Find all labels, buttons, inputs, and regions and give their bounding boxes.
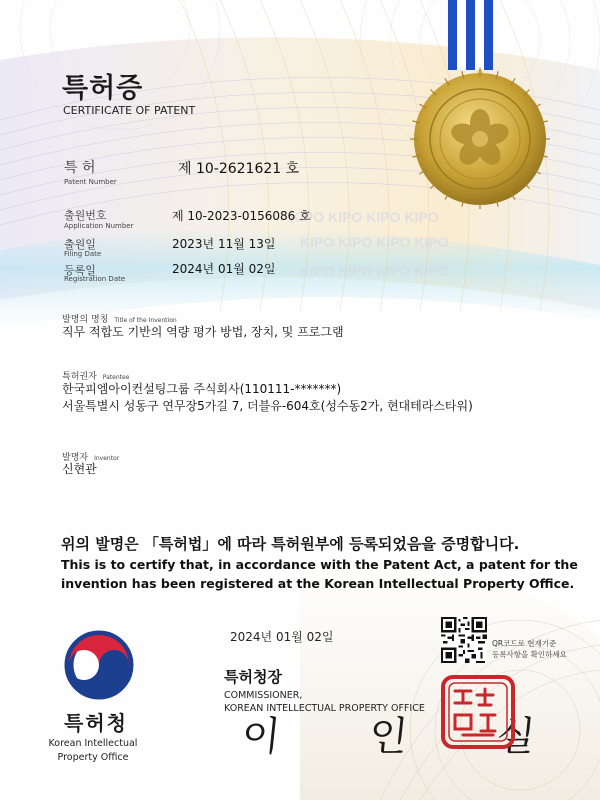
- qr-instruction: [492, 638, 567, 660]
- commissioner-title-en-line2: KOREAN INTELLECTUAL PROPERTY OFFICE: [224, 703, 425, 714]
- blue-ribbon-stripe: [448, 0, 457, 70]
- filing-date-label-en: Filing Date: [64, 250, 102, 258]
- inventor-label-en: Inventor: [94, 455, 120, 462]
- patentee-label: 특허권자: [62, 372, 97, 382]
- patent-number-label: 특 허: [64, 160, 96, 176]
- blue-ribbon-stripe: [466, 0, 475, 70]
- certification-text-ko: 위의 발명은 「특허법」에 따라 특허원부에 등록되었음을 증명합니다.: [61, 535, 520, 553]
- qr-instruction-line1: QR코드로 현재기준: [492, 639, 557, 648]
- issue-date: 2024년 01월 02일: [230, 630, 334, 644]
- inventor-label: 발명자: [62, 453, 89, 463]
- white-ribbon-stripe: [457, 0, 466, 70]
- filing-date-label: 출원일: [64, 238, 96, 251]
- patent-number-label-en: Patent Number: [64, 178, 117, 186]
- certificate-title-en: CERTIFICATE OF PATENT: [63, 104, 196, 117]
- red-official-stamp-icon: [441, 675, 515, 749]
- commissioner-title-en-line1: COMMISSIONER,: [224, 690, 303, 701]
- application-number-value: 제 10-2023-0156086 호: [172, 209, 311, 223]
- qr-instruction-line2: 등록사항을 확인하세요: [492, 650, 567, 659]
- patentee-name: 한국피엠아이컨설팅그룹 주식회사(110111-*******): [62, 382, 342, 396]
- patentee-address: 서울특별시 성동구 연무장5가길 7, 더블유-604호(성수동2가, 현대테라스타워): [62, 399, 473, 413]
- office-name-en-line1: Korean Intellectual: [48, 738, 138, 749]
- commissioner-title-ko: 특허청장: [224, 668, 282, 686]
- blue-ribbon-stripe: [484, 0, 493, 70]
- certification-text-en: [61, 555, 578, 593]
- kipo-logo-icon: [64, 630, 134, 700]
- inventor-name: 신현관: [62, 462, 97, 476]
- registration-date-label: 등록일: [64, 264, 96, 277]
- svg-text:KIPO KIPO KIPO KIPO: KIPO KIPO KIPO KIPO: [300, 263, 449, 279]
- patent-number-value: 제 10-2621621 호: [178, 161, 300, 177]
- registration-date-label-en: Registration Date: [64, 275, 126, 283]
- svg-text:KIPO KIPO KIPO KIPO: KIPO KIPO KIPO KIPO: [290, 209, 439, 225]
- registration-date-value: 2024년 01월 02일: [172, 262, 276, 276]
- patentee-label-en: Patentee: [102, 374, 130, 381]
- gold-seal-icon: [405, 64, 555, 214]
- white-ribbon-stripe: [475, 0, 484, 70]
- commissioner-signature: 이 인 실: [239, 714, 576, 760]
- invention-title-value: 직무 적합도 기반의 역량 평가 방법, 장치, 및 프로그램: [62, 325, 344, 339]
- certification-text-en-line1: This is to certify that, in accordance with the Patent Act, a patent for the: [61, 557, 578, 572]
- invention-label-en: Title of the Invention: [114, 317, 177, 324]
- certificate-title: 특허증: [62, 73, 144, 104]
- svg-text:KIPO KIPO KIPO KIPO: KIPO KIPO KIPO KIPO: [300, 234, 449, 250]
- office-name-en-line2: Property Office: [57, 752, 129, 763]
- filing-date-value: 2023년 11월 13일: [172, 237, 276, 251]
- application-number-label: 출원번호: [64, 209, 107, 222]
- invention-label: 발명의 명칭: [62, 315, 109, 325]
- qr-code-icon[interactable]: [441, 617, 487, 663]
- application-number-label-en: Application Number: [64, 222, 134, 230]
- office-name-en: [30, 737, 156, 765]
- certification-text-en-line2: invention has been registered at the Korean Intellectual Property Office.: [61, 576, 575, 591]
- office-name-ko: 특허청: [64, 711, 128, 735]
